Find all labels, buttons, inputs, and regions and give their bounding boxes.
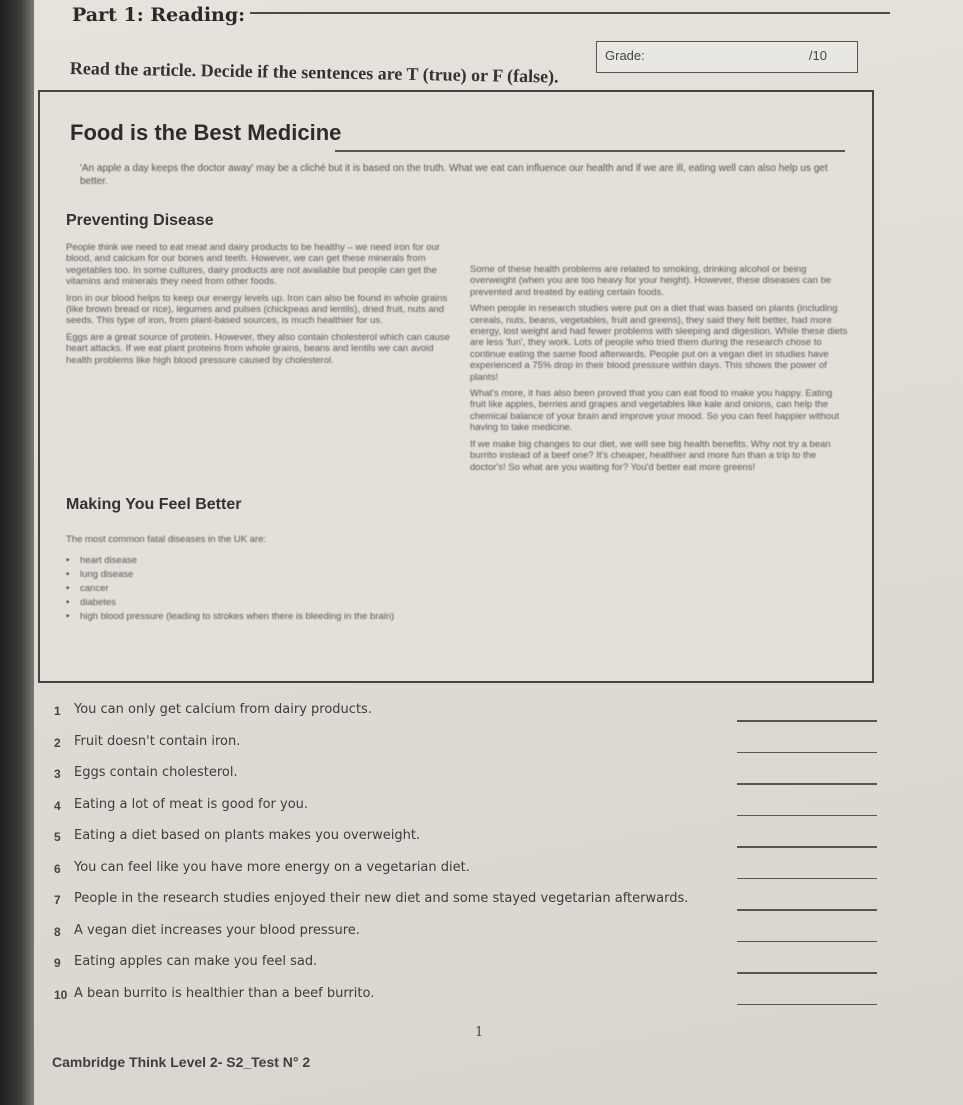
answer-blank[interactable] [737, 878, 877, 880]
article-box [38, 90, 874, 683]
left-edge-shadow [0, 0, 38, 1105]
title-rule [335, 150, 845, 152]
preventing-disease-heading: Preventing Disease [66, 212, 214, 229]
question-number: 10 [54, 987, 68, 1002]
question-text: You can only get calcium from dairy products. [74, 702, 372, 717]
question-text: Eating a lot of meat is good for you. [74, 796, 309, 812]
page-number: 1 [475, 1025, 484, 1040]
question-row [52, 952, 892, 984]
question-text: Eating a diet based on plants makes you overweight. [74, 828, 421, 843]
paragraph: If we make big changes to our diet, we will see big health benefits. Why not try a bean burrito instead of a beef one? It's cheaper, healthier and more fun than a trip to the doctor's! So what are you waiting for? You'd better eat more greens! [470, 438, 831, 473]
question-number: 1 [54, 704, 61, 718]
answer-blank[interactable] [737, 846, 877, 848]
question-row [52, 795, 892, 827]
answer-blank[interactable] [737, 783, 877, 785]
question-number: 5 [54, 830, 61, 844]
question-number: 9 [54, 956, 61, 970]
left-column [66, 242, 461, 366]
article-intro: 'An apple a day keeps the doctor away' may be a cliché but it is based on the truth. What we eat can influence our health and if we are ill, eating well can also help us get better. [80, 163, 828, 187]
question-number: 4 [54, 798, 61, 813]
paragraph: People think we need to eat meat and dairy products to be healthy – we need iron for our blood, and calcium for our bones and teeth. However, we can get these minerals from vegetables too. In some cultures, dairy products are not available but people can get the vitamins and minerals they need from other foods. [66, 242, 440, 288]
question-list [52, 700, 892, 1015]
list-item: • high blood pressure (leading to strokes when there is bleeding in the brain) [66, 610, 456, 624]
question-text: Fruit doesn't contain iron. [74, 733, 241, 749]
footer-source: Cambridge Think Level 2- S2_Test N° 2 [52, 1054, 311, 1070]
answer-blank[interactable] [737, 815, 877, 817]
question-number: 3 [54, 767, 61, 781]
disease-list [66, 554, 456, 624]
instruction-text: Read the article. Decide if the sentences are T (true) or F (false). [69, 58, 559, 87]
question-row [52, 826, 892, 858]
answer-blank[interactable] [737, 752, 877, 754]
paragraph: Some of these health problems are related to smoking, drinking alcohol or being overweight (when you are too heavy for your height). However, these diseases can be prevented and treated by eating certain foods. [470, 264, 832, 298]
question-text: A bean burrito is healthier than a beef burrito. [74, 985, 375, 1001]
article-title: Food is the Best Medicine [70, 120, 342, 145]
question-row [52, 889, 892, 921]
answer-blank[interactable] [737, 1004, 877, 1006]
paragraph: Eggs are a great source of protein. However, they also contain cholesterol which can cause heart attacks. If we eat plant proteins from whole grains, beans and lentils we can avoid health problems like high blood pressure caused by cholesterol. [66, 331, 450, 366]
answer-blank[interactable] [737, 972, 877, 974]
question-text: A vegan diet increases your blood pressure. [74, 922, 360, 938]
list-item: • cancer [66, 582, 456, 596]
grade-box[interactable] [596, 41, 858, 73]
diseases-intro: The most common fatal diseases in the UK are: [66, 534, 267, 545]
question-text: Eggs contain cholesterol. [74, 765, 238, 780]
question-number: 7 [54, 893, 61, 907]
question-row [52, 732, 892, 764]
answer-blank[interactable] [737, 941, 877, 943]
question-number: 8 [54, 924, 61, 939]
question-row [52, 984, 892, 1016]
answer-blank[interactable] [737, 909, 877, 911]
question-text: Eating apples can make you feel sad. [74, 954, 318, 969]
grade-out-of: /10 [808, 48, 827, 63]
right-column [470, 264, 850, 473]
part-title: Part 1: Reading: [72, 4, 246, 26]
answer-blank[interactable] [737, 720, 877, 722]
list-item: • heart disease [66, 554, 456, 568]
making-you-feel-better-heading: Making You Feel Better [66, 496, 242, 513]
grade-label: Grade: [605, 48, 645, 63]
question-row [52, 921, 892, 953]
question-text: People in the research studies enjoyed their new diet and some stayed vegetarian afterwards. [74, 891, 689, 906]
question-row [52, 858, 892, 890]
question-text: You can feel like you have more energy on a vegetarian diet. [74, 859, 470, 875]
paragraph: When people in research studies were put on a diet that was based on plants (including cereals, nuts, beans, vegetables, fruit and greens), they said they felt better, had more energy, lost weight and had fewer problems with sleeping and digestion. While these diets are less 'fun', they work. Lots of people who tried them during the research chose to continue eating the same food afterwards. People put on a vegan diet in studies have experienced a 75% drop in their blood pressure within days. This shows the power of plants! [470, 303, 848, 383]
question-number: 2 [54, 735, 61, 750]
top-rule [250, 12, 890, 14]
question-number: 6 [54, 861, 61, 876]
question-row [52, 763, 892, 795]
question-row [52, 700, 892, 732]
paragraph: Iron in our blood helps to keep our energy levels up. Iron can also be found in whole grains (like brown bread or rice), legumes and pulses (chickpeas and lentils), dried fruit, nuts and seeds. This type of iron, from plant-based sources, is much healthier for us. [66, 292, 448, 327]
paragraph: What's more, it has also been proved that you can eat food to make you happy. Eating fruit like apples, berries and grapes and vegetables like kale and onions, can help the chemical balance of your brain and improve your mood. So you can feel happier without having to take medicine. [470, 388, 840, 434]
list-item: • lung disease [66, 568, 456, 582]
list-item: • diabetes [66, 596, 456, 610]
